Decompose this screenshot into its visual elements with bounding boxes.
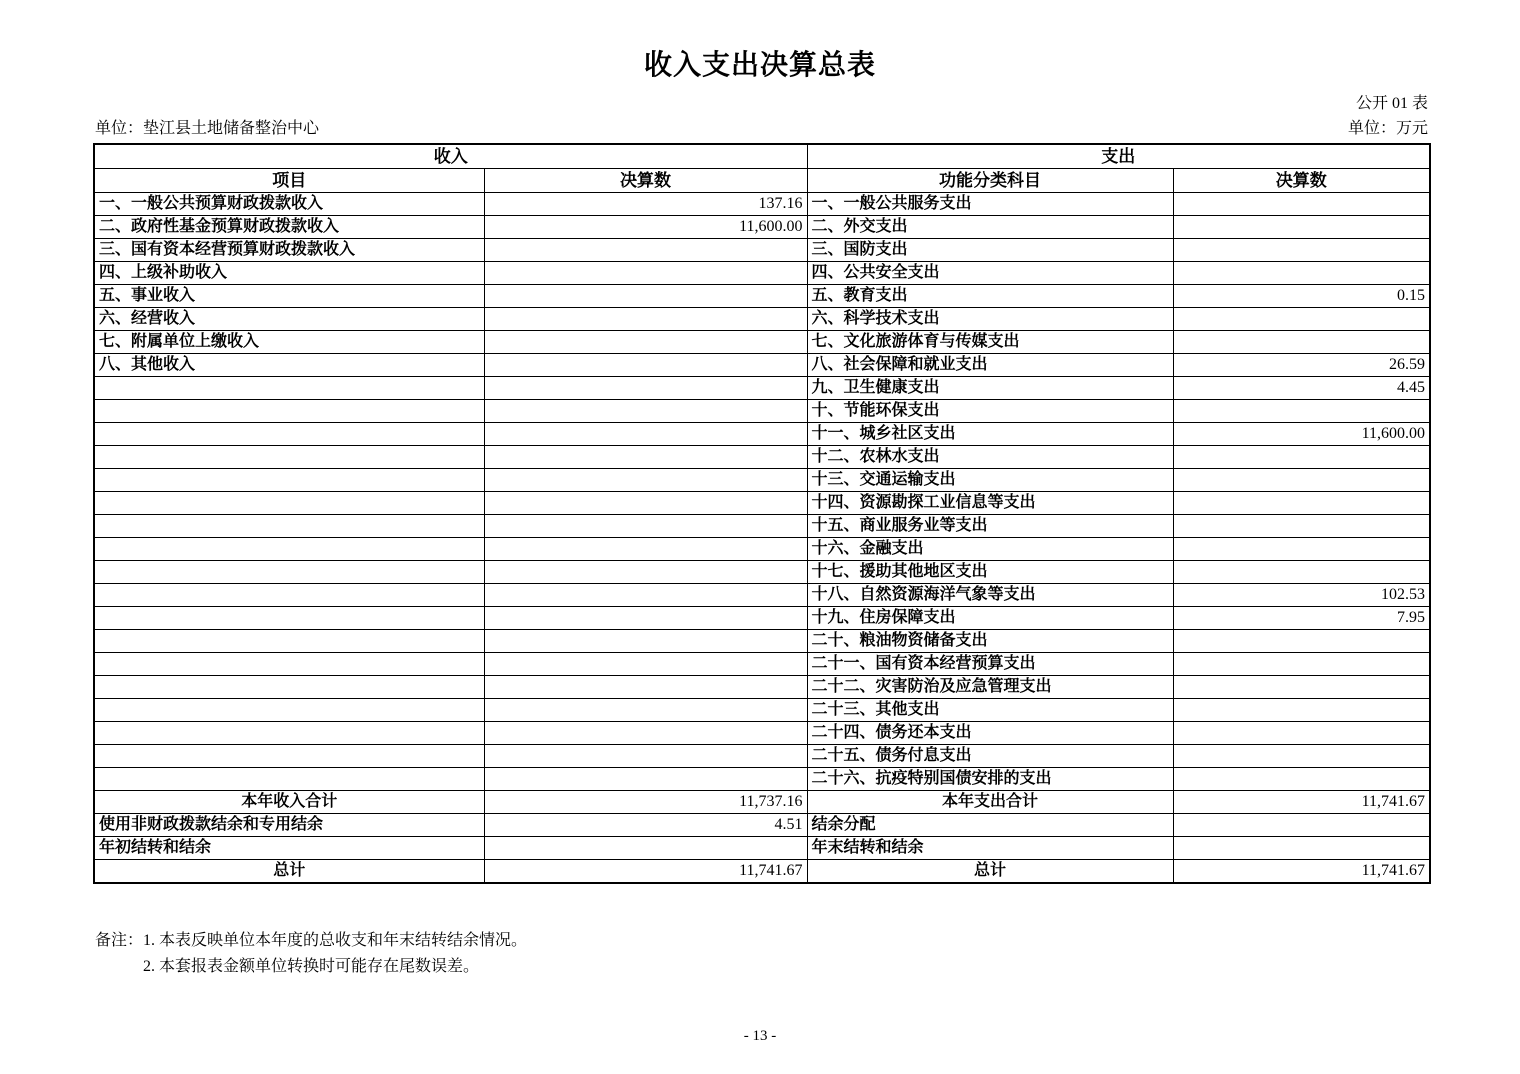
table-row bbox=[94, 768, 1430, 791]
expense-item-cell: 十八、自然资源海洋气象等支出 bbox=[807, 584, 1173, 607]
table-row bbox=[94, 630, 1430, 653]
expense-amount-cell: 11,741.67 bbox=[1173, 860, 1430, 884]
expense-amount-column-header: 决算数 bbox=[1173, 169, 1430, 193]
income-amount-cell bbox=[484, 561, 807, 584]
income-item-column-header: 项目 bbox=[94, 169, 484, 193]
expense-item-cell: 十九、住房保障支出 bbox=[807, 607, 1173, 630]
expense-item-cell: 二十、粮油物资储备支出 bbox=[807, 630, 1173, 653]
expense-item-cell: 十五、商业服务业等支出 bbox=[807, 515, 1173, 538]
expense-item-cell: 十一、城乡社区支出 bbox=[807, 423, 1173, 446]
expense-amount-cell: 26.59 bbox=[1173, 354, 1430, 377]
table-row bbox=[94, 676, 1430, 699]
expense-item-cell: 本年支出合计 bbox=[807, 791, 1173, 814]
income-item-cell bbox=[94, 722, 484, 745]
table-row bbox=[94, 860, 1430, 884]
expense-item-cell: 二十六、抗疫特别国债安排的支出 bbox=[807, 768, 1173, 791]
income-item-cell: 七、附属单位上缴收入 bbox=[94, 331, 484, 354]
income-amount-cell bbox=[484, 837, 807, 860]
expense-amount-cell: 102.53 bbox=[1173, 584, 1430, 607]
table-row bbox=[94, 492, 1430, 515]
income-amount-cell bbox=[484, 469, 807, 492]
notes bbox=[95, 928, 1520, 980]
income-amount-cell bbox=[484, 377, 807, 400]
expense-amount-cell bbox=[1173, 768, 1430, 791]
income-item-cell bbox=[94, 423, 484, 446]
table-row bbox=[94, 446, 1430, 469]
income-amount-cell bbox=[484, 607, 807, 630]
expense-amount-cell bbox=[1173, 561, 1430, 584]
income-amount-column-header: 决算数 bbox=[484, 169, 807, 193]
table-row bbox=[94, 837, 1430, 860]
income-item-cell bbox=[94, 446, 484, 469]
expense-amount-cell bbox=[1173, 308, 1430, 331]
expense-item-cell: 二十一、国有资本经营预算支出 bbox=[807, 653, 1173, 676]
expense-amount-cell bbox=[1173, 446, 1430, 469]
income-item-cell: 本年收入合计 bbox=[94, 791, 484, 814]
expense-item-cell: 八、社会保障和就业支出 bbox=[807, 354, 1173, 377]
table-row bbox=[94, 331, 1430, 354]
income-amount-cell bbox=[484, 745, 807, 768]
expense-item-cell: 二十五、债务付息支出 bbox=[807, 745, 1173, 768]
income-item-cell bbox=[94, 377, 484, 400]
income-amount-cell bbox=[484, 423, 807, 446]
expense-item-cell: 二十二、灾害防治及应急管理支出 bbox=[807, 676, 1173, 699]
expense-amount-cell bbox=[1173, 515, 1430, 538]
expense-amount-cell bbox=[1173, 193, 1430, 216]
income-amount-cell: 11,600.00 bbox=[484, 216, 807, 239]
expense-amount-cell bbox=[1173, 469, 1430, 492]
expense-amount-cell: 11,741.67 bbox=[1173, 791, 1430, 814]
expense-amount-cell bbox=[1173, 676, 1430, 699]
income-amount-cell bbox=[484, 285, 807, 308]
income-amount-cell bbox=[484, 515, 807, 538]
expense-amount-cell bbox=[1173, 814, 1430, 837]
income-item-cell bbox=[94, 561, 484, 584]
income-amount-cell: 137.16 bbox=[484, 193, 807, 216]
expense-item-cell: 十六、金融支出 bbox=[807, 538, 1173, 561]
table-row bbox=[94, 308, 1430, 331]
expense-item-cell: 三、国防支出 bbox=[807, 239, 1173, 262]
note-line-1: 1. 本表反映单位本年度的总收支和年末结转结余情况。 bbox=[143, 932, 528, 949]
income-item-cell bbox=[94, 676, 484, 699]
notes-label: 备注： bbox=[95, 932, 144, 949]
expense-item-column-header: 功能分类科目 bbox=[807, 169, 1173, 193]
expense-amount-cell: 0.15 bbox=[1173, 285, 1430, 308]
expense-amount-cell: 4.45 bbox=[1173, 377, 1430, 400]
table-row bbox=[94, 653, 1430, 676]
expense-item-cell: 二、外交支出 bbox=[807, 216, 1173, 239]
table-row bbox=[94, 193, 1430, 216]
income-item-cell bbox=[94, 768, 484, 791]
expense-item-cell: 五、教育支出 bbox=[807, 285, 1173, 308]
expense-amount-cell bbox=[1173, 538, 1430, 561]
income-item-cell: 使用非财政拨款结余和专用结余 bbox=[94, 814, 484, 837]
income-item-cell: 一、一般公共预算财政拨款收入 bbox=[94, 193, 484, 216]
expense-amount-cell: 11,600.00 bbox=[1173, 423, 1430, 446]
income-item-cell bbox=[94, 515, 484, 538]
table-row bbox=[94, 814, 1430, 837]
expense-item-cell: 结余分配 bbox=[807, 814, 1173, 837]
income-item-cell bbox=[94, 492, 484, 515]
income-item-cell bbox=[94, 745, 484, 768]
expense-item-cell: 总计 bbox=[807, 860, 1173, 884]
table-column-header-row bbox=[94, 169, 1430, 193]
income-amount-cell bbox=[484, 354, 807, 377]
expense-item-cell: 二十三、其他支出 bbox=[807, 699, 1173, 722]
final-accounts-table bbox=[93, 143, 1431, 884]
expense-item-cell: 九、卫生健康支出 bbox=[807, 377, 1173, 400]
income-item-cell: 二、政府性基金预算财政拨款收入 bbox=[94, 216, 484, 239]
table-row bbox=[94, 561, 1430, 584]
income-amount-cell bbox=[484, 768, 807, 791]
income-item-cell bbox=[94, 699, 484, 722]
expense-amount-cell bbox=[1173, 630, 1430, 653]
table-row bbox=[94, 354, 1430, 377]
table-row bbox=[94, 469, 1430, 492]
income-item-cell: 四、上级补助收入 bbox=[94, 262, 484, 285]
income-item-cell bbox=[94, 630, 484, 653]
expense-amount-cell bbox=[1173, 653, 1430, 676]
income-amount-cell bbox=[484, 653, 807, 676]
income-amount-cell bbox=[484, 400, 807, 423]
expense-amount-cell bbox=[1173, 216, 1430, 239]
expense-item-cell: 十、节能环保支出 bbox=[807, 400, 1173, 423]
expense-item-cell: 十三、交通运输支出 bbox=[807, 469, 1173, 492]
table-number: 公开 01 表 bbox=[1355, 95, 1428, 112]
income-section-header: 收入 bbox=[94, 144, 807, 169]
expense-item-cell: 十七、援助其他地区支出 bbox=[807, 561, 1173, 584]
table-row bbox=[94, 538, 1430, 561]
income-amount-cell bbox=[484, 676, 807, 699]
expense-amount-cell bbox=[1173, 262, 1430, 285]
table-row bbox=[94, 239, 1430, 262]
income-item-cell bbox=[94, 584, 484, 607]
income-amount-cell bbox=[484, 722, 807, 745]
page-number: - 13 - bbox=[743, 1028, 777, 1044]
expense-amount-cell bbox=[1173, 492, 1430, 515]
income-item-cell: 六、经营收入 bbox=[94, 308, 484, 331]
expense-amount-cell bbox=[1173, 745, 1430, 768]
income-item-cell: 八、其他收入 bbox=[94, 354, 484, 377]
unit-currency: 单位：万元 bbox=[1347, 120, 1428, 137]
income-item-cell: 五、事业收入 bbox=[94, 285, 484, 308]
expense-section-header: 支出 bbox=[807, 144, 1430, 169]
expense-item-cell: 四、公共安全支出 bbox=[807, 262, 1173, 285]
table-row bbox=[94, 423, 1430, 446]
income-item-cell bbox=[94, 607, 484, 630]
income-item-cell bbox=[94, 653, 484, 676]
income-amount-cell bbox=[484, 308, 807, 331]
expense-item-cell: 十二、农林水支出 bbox=[807, 446, 1173, 469]
income-amount-cell: 11,741.67 bbox=[484, 860, 807, 884]
income-amount-cell bbox=[484, 446, 807, 469]
income-item-cell bbox=[94, 538, 484, 561]
income-amount-cell bbox=[484, 239, 807, 262]
income-item-cell: 年初结转和结余 bbox=[94, 837, 484, 860]
table-row bbox=[94, 515, 1430, 538]
expense-amount-cell bbox=[1173, 722, 1430, 745]
income-item-cell: 总计 bbox=[94, 860, 484, 884]
expense-amount-cell bbox=[1173, 837, 1430, 860]
expense-item-cell: 六、科学技术支出 bbox=[807, 308, 1173, 331]
page-title: 收入支出决算总表 bbox=[643, 50, 876, 81]
income-amount-cell: 4.51 bbox=[484, 814, 807, 837]
unit-name: 单位：垫江县土地储备整治中心 bbox=[95, 120, 320, 137]
income-amount-cell bbox=[484, 492, 807, 515]
income-amount-cell bbox=[484, 584, 807, 607]
income-amount-cell bbox=[484, 331, 807, 354]
income-amount-cell bbox=[484, 699, 807, 722]
expense-item-cell: 一、一般公共服务支出 bbox=[807, 193, 1173, 216]
unit-meta-row bbox=[95, 119, 1428, 139]
table-section-header-row bbox=[94, 144, 1430, 169]
table-row bbox=[94, 745, 1430, 768]
table-row bbox=[94, 285, 1430, 308]
income-amount-cell bbox=[484, 262, 807, 285]
note-line-2: 2. 本套报表金额单位转换时可能存在尾数误差。 bbox=[143, 958, 480, 975]
table-row bbox=[94, 699, 1430, 722]
income-item-cell: 三、国有资本经营预算财政拨款收入 bbox=[94, 239, 484, 262]
expense-item-cell: 十四、资源勘探工业信息等支出 bbox=[807, 492, 1173, 515]
expense-amount-cell: 7.95 bbox=[1173, 607, 1430, 630]
table-row bbox=[94, 791, 1430, 814]
expense-amount-cell bbox=[1173, 400, 1430, 423]
expense-item-cell: 年末结转和结余 bbox=[807, 837, 1173, 860]
income-item-cell bbox=[94, 400, 484, 423]
table-row bbox=[94, 262, 1430, 285]
expense-item-cell: 二十四、债务还本支出 bbox=[807, 722, 1173, 745]
income-amount-cell: 11,737.16 bbox=[484, 791, 807, 814]
table-row bbox=[94, 216, 1430, 239]
table-row bbox=[94, 584, 1430, 607]
expense-amount-cell bbox=[1173, 239, 1430, 262]
table-body bbox=[94, 193, 1430, 884]
income-amount-cell bbox=[484, 538, 807, 561]
expense-amount-cell bbox=[1173, 331, 1430, 354]
table-row bbox=[94, 722, 1430, 745]
expense-amount-cell bbox=[1173, 699, 1430, 722]
income-amount-cell bbox=[484, 630, 807, 653]
income-item-cell bbox=[94, 469, 484, 492]
table-row bbox=[94, 377, 1430, 400]
table-row bbox=[94, 607, 1430, 630]
table-row bbox=[94, 400, 1430, 423]
expense-item-cell: 七、文化旅游体育与传媒支出 bbox=[807, 331, 1173, 354]
